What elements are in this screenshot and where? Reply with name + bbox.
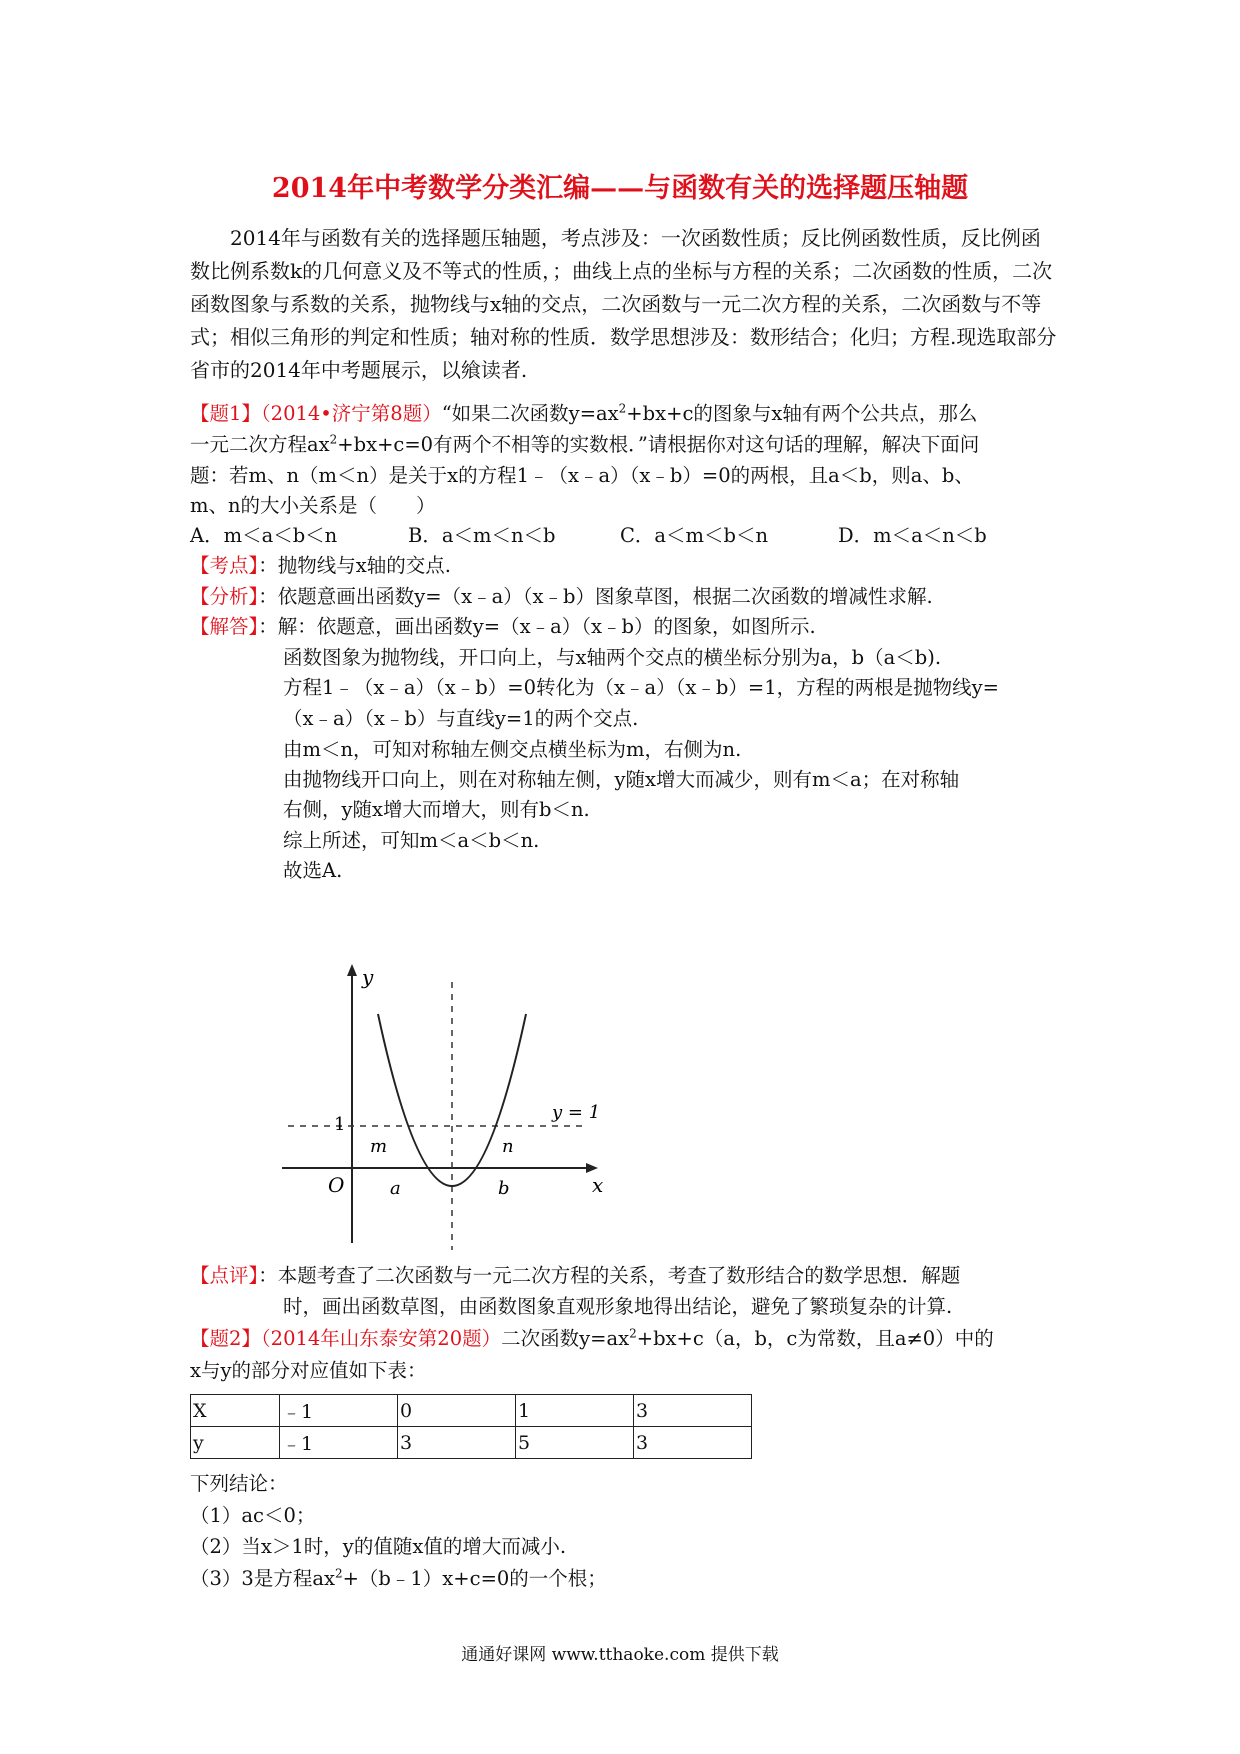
intro-text: 2014年与函数有关的选择题压轴题，考点涉及：一次函数性质；反比例函数性质，反比例函数比例系数k的几何意义及不等式的性质，；曲线上点的坐标与方程的关系；二次函数的性质，二次函数图象与系数的关系，抛物线与x轴的交点，二次函数与一元二次方程的关系，二次函数与不等式；相似三角形的判定和性质；轴对称的性质．数学思想涉及：数形结合；化归；方程.现选取部分省市的2014年中考题展示，以飨读者. (190, 226, 1057, 382)
q2-conclusion-3: （3）3是方程$ax^2+(b﹣1)x+c=0$的一个根； (190, 1566, 607, 1590)
table-cell: 1 (516, 1395, 634, 1427)
table-cell: y (191, 1427, 280, 1459)
label-y: y (362, 965, 374, 989)
q1-jieda: 【解答】：解：依题意，画出函数y=（x﹣a）（x﹣b）的图象，如图所示. (190, 615, 816, 638)
q1-jieda-line: 方程1﹣（x﹣a）（x﹣b）=0转化为（x﹣a）（x﹣b）=1，方程的两根是抛物线y= (283, 676, 999, 699)
q1-jieda-line: 右侧，y随x增大而增大，则有b＜n. (283, 798, 590, 821)
y-axis-arrow-icon (347, 964, 357, 976)
q1-dianping: 【点评】：本题考查了二次函数与一元二次方程的关系，考查了数形结合的数学思想．解题 (190, 1264, 961, 1287)
q1-fenxi: 【分析】：依题意画出函数y=（x﹣a）（x﹣b）图象草图，根据二次函数的增减性求解. (190, 585, 933, 608)
page-title: 2014年中考数学分类汇编——与函数有关的选择题压轴题 (271, 173, 969, 204)
q2-line-2: x与y的部分对应值如下表： (190, 1359, 427, 1382)
q2-conclusion-1: （1）ac＜0； (190, 1504, 316, 1527)
q1-option-c: C．a＜m＜b＜n (620, 524, 769, 547)
parabola-curve (378, 1014, 526, 1186)
q2-value-table (190, 1394, 752, 1459)
label-a: a (390, 1178, 401, 1199)
q1-jieda-line: （x﹣a）（x﹣b）与直线y=1的两个交点. (283, 707, 639, 730)
label-one: 1 (334, 1114, 346, 1135)
label-m: m (370, 1136, 388, 1157)
q1-jieda-line: 综上所述，可知m＜a＜b＜n. (283, 829, 540, 852)
q1-line-1: 【题1】（2014•济宁第8题）“如果二次函数$y=ax^2+bx+c$的图象与x轴有两个公共点，那么 (190, 401, 978, 425)
table-cell: ﹣1 (280, 1395, 398, 1427)
label-b: b (498, 1178, 510, 1199)
q1-jieda-line: 由抛物线开口向上，则在对称轴左侧，y随x增大而减少，则有m＜a；在对称轴 (283, 768, 960, 791)
q1-option-d: D．m＜a＜n＜b (838, 524, 987, 547)
page-footer: 通通好课网 www.tthaoke.com 提供下载 (461, 1645, 779, 1665)
table-cell: 3 (634, 1427, 752, 1459)
q1-line-2: 一元二次方程$ax^2+bx+c=0$有两个不相等的实数根．”请根据你对这句话的理解，解决下面问 (190, 432, 980, 456)
q1-jieda-line: 故选A. (283, 859, 343, 882)
label-y-equals-1: y = 1 (552, 1102, 601, 1123)
parabola-graph (270, 960, 630, 1250)
label-origin: O (328, 1173, 345, 1197)
label-x: x (592, 1173, 604, 1197)
q2-conclusion-2: （2）当x＞1时，y的值随x值的增大而减小. (190, 1535, 567, 1558)
table-cell: X (191, 1395, 280, 1427)
table-cell: ﹣1 (280, 1427, 398, 1459)
intro-paragraph (190, 222, 1060, 387)
q2-conclusions-title: 下列结论： (190, 1472, 288, 1495)
q1-option-b: B．a＜m＜n＜b (408, 524, 556, 547)
table-row (191, 1395, 752, 1427)
q1-kaodian: 【考点】：抛物线与x轴的交点. (190, 554, 451, 577)
q1-dianping-line-2: 时，画出函数草图，由函数图象直观形象地得出结论，避免了繁琐复杂的计算. (283, 1295, 953, 1318)
table-cell: 3 (634, 1395, 752, 1427)
q1-jieda-line: 函数图象为抛物线，开口向上，与x轴两个交点的横坐标分别为a，b（a＜b). (283, 646, 942, 669)
table-cell: 0 (398, 1395, 516, 1427)
q2-line-1: 【题2】（2014年山东泰安第20题）二次函数$y=ax^2+bx+c(a$，b，c为常数，且a≠0）中的 (190, 1326, 994, 1350)
q1-option-a: A．m＜a＜b＜n (190, 524, 338, 547)
q2-tag: 【题2】（2014年山东泰安第20题） (190, 1327, 502, 1350)
label-n: n (502, 1136, 514, 1157)
q1-line-4: m、n的大小关系是（ ） (190, 494, 436, 517)
q1-line-3: 题：若m、n（m＜n）是关于x的方程1﹣（x﹣a）（x﹣b）=0的两根，且a＜b，则a、b、 (190, 464, 974, 487)
q1-tag: 【题1】（2014•济宁第8题） (190, 402, 442, 425)
table-cell: 3 (398, 1427, 516, 1459)
table-cell: 5 (516, 1427, 634, 1459)
table-row (191, 1427, 752, 1459)
x-axis-arrow-icon (586, 1163, 598, 1173)
q1-jieda-line: 由m＜n，可知对称轴左侧交点横坐标为m，右侧为n. (283, 738, 742, 761)
